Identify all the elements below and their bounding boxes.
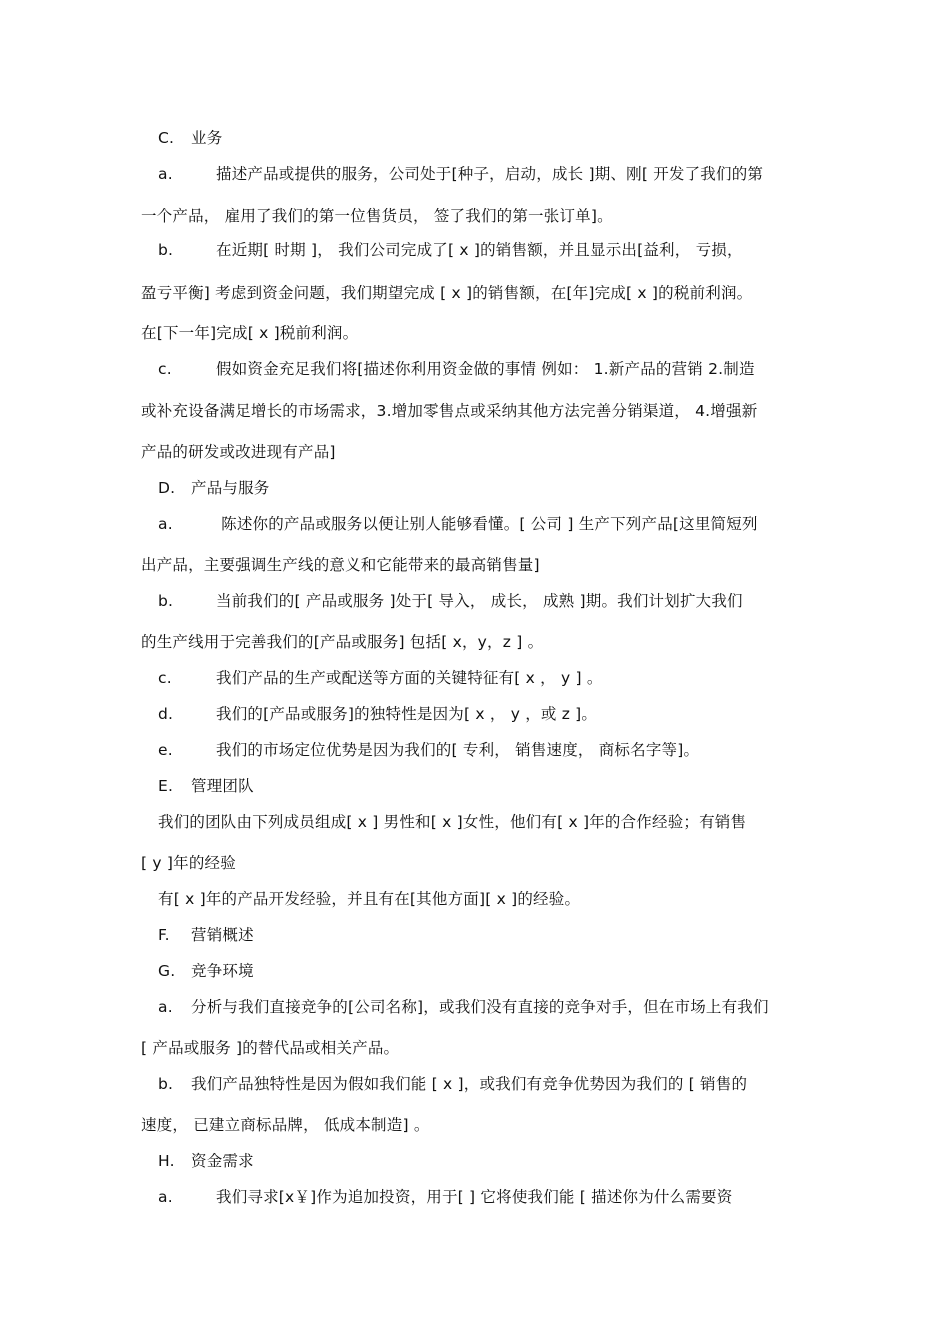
item-c-c-line2: 或补充设备满足增长的市场需求，3.增加零售点或采纳其他方法完善分销渠道， 4.增强新 xyxy=(141,402,758,420)
item-g-b-line2: 速度， 已建立商标品牌， 低成本制造] 。 xyxy=(141,1116,430,1134)
item-d-d-line1: d. 我们的[产品或服务]的独特性是因为[ x ， y ，或 z ]。 xyxy=(158,705,598,723)
section-heading-h: H. 资金需求 xyxy=(158,1152,254,1170)
item-c-c-line1: c. 假如资金充足我们将[描述你利用资金做的事情 例如： 1.新产品的营销 2.制造 xyxy=(158,360,755,378)
item-d-a-line2: 出产品，主要强调生产线的意义和它能带来的最高销售量] xyxy=(141,556,540,574)
item-c-b-line2: 盈亏平衡] 考虑到资金问题，我们期望完成 [ x ]的销售额，在[年]完成[ x ]的税前利润。 xyxy=(141,284,753,302)
team-paragraph2-line1: 有[ x ]年的产品开发经验，并且有在[其他方面][ x ]的经验。 xyxy=(158,890,581,908)
item-g-b-line1: b. 我们产品独特性是因为假如我们能 [ x ]，或我们有竞争优势因为我们的 [ 销售的 xyxy=(158,1075,748,1093)
item-d-e-line1: e. 我们的市场定位优势是因为我们的[ 专利， 销售速度， 商标名字等]。 xyxy=(158,741,700,759)
item-c-a-line2: 一个产品， 雇用了我们的第一位售货员， 签了我们的第一张订单]。 xyxy=(141,207,613,225)
item-c-c-line3: 产品的研发或改进现有产品] xyxy=(141,443,336,461)
item-d-a-line1: a. 陈述你的产品或服务以便让别人能够看懂。[ 公司 ] 生产下列产品[这里简短列 xyxy=(158,515,758,533)
item-d-b-line1: b. 当前我们的[ 产品或服务 ]处于[ 导入， 成长， 成熟 ]期。我们计划扩大我们 xyxy=(158,592,743,610)
item-c-b-line3: 在[下一年]完成[ x ]税前利润。 xyxy=(141,324,359,342)
item-h-a-line1: a. 我们寻求[x￥]作为追加投资，用于[ ] 它将使我们能 [ 描述你为什么需要资 xyxy=(158,1188,733,1206)
item-c-b-line1: b. 在近期[ 时期 ]， 我们公司完成了[ x ]的销售额，并且显示出[益利， 亏损， xyxy=(158,241,743,259)
section-heading-c: C. 业务 xyxy=(158,129,223,147)
team-paragraph-line1: 我们的团队由下列成员组成[ x ] 男性和[ x ]女性，他们有[ x ]年的合作经验；有销售 xyxy=(158,813,747,831)
section-heading-g: G. 竞争环境 xyxy=(158,962,254,980)
item-d-b-line2: 的生产线用于完善我们的[产品或服务] 包括[ x，y，z ] 。 xyxy=(141,633,544,651)
item-d-c-line1: c. 我们产品的生产或配送等方面的关键特征有[ x ， y ] 。 xyxy=(158,669,603,687)
item-g-a-line1: a. 分析与我们直接竞争的[公司名称]，或我们没有直接的竞争对手，但在市场上有我们 xyxy=(158,998,769,1016)
section-heading-f: F. 营销概述 xyxy=(158,926,254,944)
section-heading-d: D. 产品与服务 xyxy=(158,479,270,497)
item-c-a-line1: a. 描述产品或提供的服务，公司处于[种子，启动，成长 ]期、刚[ 开发了我们的第 xyxy=(158,165,764,183)
team-paragraph-line2: [ y ]年的经验 xyxy=(141,854,236,872)
section-heading-e: E. 管理团队 xyxy=(158,777,254,795)
item-g-a-line2: [ 产品或服务 ]的替代品或相关产品。 xyxy=(141,1039,400,1057)
